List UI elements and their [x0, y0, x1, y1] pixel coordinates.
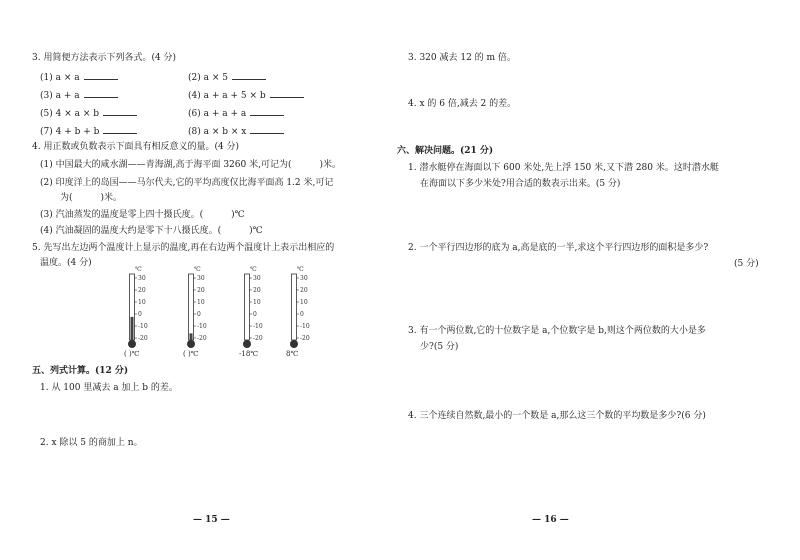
- thermometer-tick-label: -20: [300, 335, 310, 342]
- thermometer-bulb: [290, 340, 298, 348]
- q3-item: (3) a + a: [40, 88, 118, 102]
- q3-title: 3. 用简便方法表示下列各式。(4 分): [32, 53, 177, 63]
- thermometer-tick-label: -10: [253, 323, 263, 330]
- q3-item: (8) a × b × x: [188, 124, 284, 138]
- thermometer-tick-label: 10: [138, 299, 146, 306]
- thermometer-fill: [131, 317, 134, 340]
- section-6-title: 六、解决问题。(21 分): [397, 146, 494, 156]
- s6-question-1: 1. 潜水艇停在海面以下 600 米处,先上浮 150 米,又下潜 280 米。这时潜水艇: [408, 163, 719, 173]
- q3-item: (2) a × 5: [188, 70, 266, 84]
- s6-question-2: 2. 一个平行四边形的底为 a,高是底的一半,求这个平行四边形的面积是多少?: [408, 243, 709, 253]
- section-5-title: 五、列式计算。(12 分): [32, 366, 129, 376]
- q3-item: (7) 4 + b + b: [40, 124, 137, 138]
- s6-question-1-cont: 在海面以下多少米处?用合适的数表示出来。(5 分): [420, 179, 621, 189]
- thermometer-tube: [189, 274, 194, 340]
- s5-question-2: 2. x 除以 5 的商加上 n。: [40, 438, 143, 448]
- q3-item: (4) a + a + 5 × b: [188, 88, 304, 102]
- thermometer-unit: ℃: [250, 266, 257, 273]
- thermometer-unit: ℃: [194, 266, 201, 273]
- thermometer-tube: [245, 274, 250, 340]
- s5-question-4: 4. x 的 6 倍,减去 2 的差。: [408, 99, 517, 109]
- thermometer-tick-label: 30: [253, 275, 261, 282]
- q4-item-2-cont: 为( )米。: [60, 193, 123, 203]
- thermometer-tick-label: 30: [138, 275, 146, 282]
- thermometer-answer-label: 8℃: [286, 350, 299, 358]
- thermometer-tube: [292, 274, 297, 340]
- q5-title-cont: 温度。(4 分): [40, 258, 92, 268]
- thermometer-tick-label: 0: [253, 311, 257, 318]
- thermometer-tick-label: 0: [138, 311, 142, 318]
- thermometer-fill: [190, 333, 193, 340]
- s6-question-3: 3. 有一个两位数,它的十位数字是 a,个位数字是 b,则这个两位数的大小是多: [408, 326, 706, 336]
- s5-question-3: 3. 320 减去 12 的 m 倍。: [408, 53, 516, 63]
- thermometer-tick-label: 20: [138, 287, 146, 294]
- q3-item: (5) 4 × a × b: [40, 106, 137, 120]
- page-number-right: — 16 —: [532, 515, 569, 525]
- s6-question-4: 4. 三个连续自然数,最小的一个数是 a,那么这三个数的平均数是多少?(6 分): [408, 411, 706, 421]
- thermometer-bulb: [187, 340, 195, 348]
- q5-title: 5. 先写出左边两个温度计上显示的温度,再在右边两个温度计上表示出相应的: [32, 243, 335, 253]
- thermometer-tick-label: 20: [253, 287, 261, 294]
- thermometer-unit: ℃: [135, 266, 142, 273]
- thermometer-tick-label: -20: [253, 335, 263, 342]
- thermometer-answer-label: -18℃: [239, 350, 259, 358]
- q4-item-4: (4) 汽油凝固的温度大约是零下十八摄氏度。( )℃: [40, 226, 263, 236]
- s6-question-2-score: (5 分): [734, 259, 759, 269]
- q4-item-2: (2) 印度洋上的岛国——马尔代夫,它的平均高度仅比海平面高 1.2 米,可记: [40, 178, 334, 188]
- thermometer-tick-label: -10: [197, 323, 207, 330]
- thermometer-answer-label: ( )℃: [183, 350, 199, 358]
- thermometer-tick-label: 0: [197, 311, 201, 318]
- q4-item-1: (1) 中国最大的咸水湖——青海湖,高于海平面 3260 米,可记为( )米。: [40, 160, 341, 170]
- q4-item-3: (3) 汽油蒸发的温度是零上四十摄氏度。( )℃: [40, 210, 245, 220]
- thermometer-tick-label: 10: [253, 299, 261, 306]
- thermometer-tick-label: 30: [197, 275, 205, 282]
- thermometer-tick-label: -20: [197, 335, 207, 342]
- s6-question-3-cont: 少?(5 分): [420, 342, 459, 352]
- thermometer-tick-label: -20: [138, 335, 148, 342]
- thermometer-tick-label: 20: [300, 287, 308, 294]
- thermometer-tick-label: 10: [197, 299, 205, 306]
- thermometer-bulb: [243, 340, 251, 348]
- thermometer-tick-label: 30: [300, 275, 308, 282]
- thermometer-tick-label: 0: [300, 311, 304, 318]
- page-number-left: — 15 —: [193, 515, 230, 525]
- s5-question-1: 1. 从 100 里减去 a 加上 b 的差。: [40, 383, 178, 393]
- thermometer-tick-label: -10: [138, 323, 148, 330]
- thermometer-unit: ℃: [297, 266, 304, 273]
- thermometers-figure: [118, 264, 338, 364]
- thermometer-tick-label: 10: [300, 299, 308, 306]
- q3-item: (1) a × a: [40, 70, 118, 84]
- thermometer-tick-label: 20: [197, 287, 205, 294]
- thermometer-tick-label: -10: [300, 323, 310, 330]
- q3-item: (6) a + a + a: [188, 106, 284, 120]
- thermometer-answer-label: ( )℃: [124, 350, 140, 358]
- q4-title: 4. 用正数或负数表示下面具有相反意义的量。(4 分): [32, 142, 240, 152]
- thermometer-bulb: [128, 340, 136, 348]
